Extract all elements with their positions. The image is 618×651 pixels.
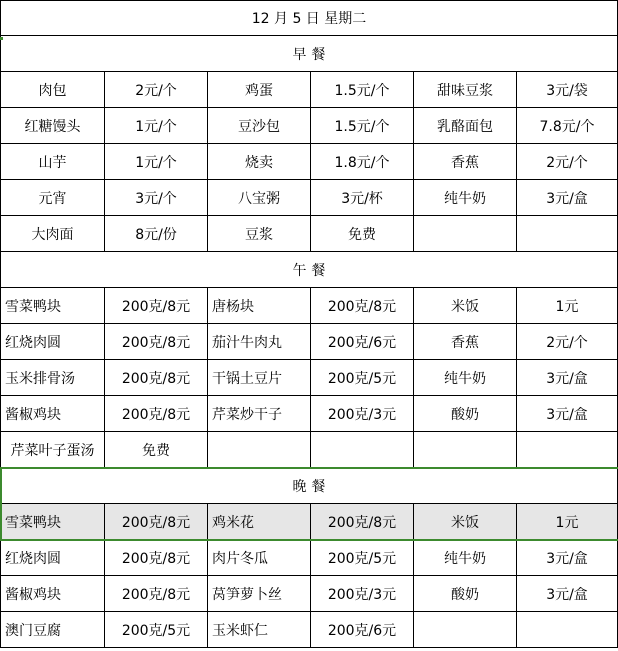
menu-row <box>0 504 618 540</box>
dish-price[interactable]: 3元/盒 <box>517 396 618 432</box>
menu-row <box>0 144 618 180</box>
dish-name[interactable]: 八宝粥 <box>208 180 311 216</box>
dish-name[interactable]: 米饭 <box>414 504 517 540</box>
dish-name[interactable]: 酱椒鸡块 <box>0 396 105 432</box>
dish-name[interactable]: 玉米虾仁 <box>208 612 311 648</box>
dish-price[interactable] <box>517 216 618 252</box>
menu-row <box>0 180 618 216</box>
dish-name[interactable]: 红烧肉圆 <box>0 540 105 576</box>
dish-price[interactable]: 200克/8元 <box>105 504 208 540</box>
dish-price[interactable]: 1.5元/个 <box>311 108 414 144</box>
dish-price[interactable]: 8元/份 <box>105 216 208 252</box>
dish-price[interactable] <box>311 432 414 468</box>
dish-name[interactable]: 纯牛奶 <box>414 540 517 576</box>
dish-price[interactable]: 3元/袋 <box>517 72 618 108</box>
selection-border-top <box>0 467 618 469</box>
menu-row <box>0 216 618 252</box>
dish-price[interactable] <box>517 432 618 468</box>
dish-name[interactable]: 干锅土豆片 <box>208 360 311 396</box>
dish-name[interactable]: 豆浆 <box>208 216 311 252</box>
section-header-2 <box>0 468 618 504</box>
dish-name[interactable]: 肉包 <box>0 72 105 108</box>
dish-price[interactable]: 1元/个 <box>105 144 208 180</box>
dish-price[interactable]: 免费 <box>105 432 208 468</box>
menu-row <box>0 360 618 396</box>
dish-name[interactable] <box>208 432 311 468</box>
dish-price[interactable]: 200克/8元 <box>105 360 208 396</box>
dish-name[interactable]: 鸡蛋 <box>208 72 311 108</box>
dish-name[interactable]: 雪菜鸭块 <box>0 288 105 324</box>
dish-price[interactable]: 1.8元/个 <box>311 144 414 180</box>
dish-name[interactable]: 酱椒鸡块 <box>0 576 105 612</box>
dish-price[interactable]: 200克/5元 <box>105 612 208 648</box>
dish-name[interactable]: 甜味豆浆 <box>414 72 517 108</box>
dish-name[interactable]: 乳酪面包 <box>414 108 517 144</box>
dish-name[interactable]: 米饭 <box>414 288 517 324</box>
date-header[interactable]: 12 月 5 日 星期二 <box>0 0 618 36</box>
dish-name[interactable]: 红烧肉圆 <box>0 324 105 360</box>
dish-price[interactable]: 200克/5元 <box>311 540 414 576</box>
dish-name[interactable]: 大肉面 <box>0 216 105 252</box>
dish-name[interactable]: 山芋 <box>0 144 105 180</box>
dish-name[interactable]: 澳门豆腐 <box>0 612 105 648</box>
section-title[interactable]: 早 餐 <box>0 36 618 72</box>
dish-name[interactable] <box>414 216 517 252</box>
menu-row <box>0 432 618 468</box>
section-header-1 <box>0 252 618 288</box>
section-title[interactable]: 晚 餐 <box>0 468 618 504</box>
dish-price[interactable]: 2元/个 <box>517 324 618 360</box>
dish-name[interactable]: 酸奶 <box>414 396 517 432</box>
dish-name[interactable]: 玉米排骨汤 <box>0 360 105 396</box>
dish-name[interactable]: 香蕉 <box>414 324 517 360</box>
menu-row <box>0 72 618 108</box>
dish-price[interactable]: 200克/6元 <box>311 612 414 648</box>
dish-price[interactable]: 200克/8元 <box>105 396 208 432</box>
dish-name[interactable] <box>414 432 517 468</box>
dish-name[interactable]: 纯牛奶 <box>414 180 517 216</box>
dish-price[interactable]: 200克/5元 <box>311 360 414 396</box>
dish-price[interactable]: 1元 <box>517 288 618 324</box>
menu-row <box>0 288 618 324</box>
dish-price[interactable]: 免费 <box>311 216 414 252</box>
dish-price[interactable]: 200克/8元 <box>105 288 208 324</box>
dish-price[interactable]: 3元/杯 <box>311 180 414 216</box>
dish-name[interactable]: 莴笋萝卜丝 <box>208 576 311 612</box>
dish-price[interactable]: 1元/个 <box>105 108 208 144</box>
dish-name[interactable]: 肉片冬瓜 <box>208 540 311 576</box>
menu-row <box>0 108 618 144</box>
dish-price[interactable]: 200克/8元 <box>311 504 414 540</box>
dish-price[interactable]: 200克/8元 <box>105 576 208 612</box>
dish-name[interactable]: 芹菜叶子蛋汤 <box>0 432 105 468</box>
dish-price[interactable] <box>517 612 618 648</box>
dish-name[interactable]: 元宵 <box>0 180 105 216</box>
dish-price[interactable]: 1.5元/个 <box>311 72 414 108</box>
dish-price[interactable]: 200克/3元 <box>311 396 414 432</box>
date-header-row <box>0 0 618 36</box>
selection-border-left <box>0 467 2 541</box>
dish-price[interactable]: 3元/盒 <box>517 180 618 216</box>
dish-name[interactable]: 香蕉 <box>414 144 517 180</box>
dish-name[interactable]: 红糖馒头 <box>0 108 105 144</box>
dish-name[interactable]: 雪菜鸭块 <box>0 504 105 540</box>
dish-name[interactable]: 纯牛奶 <box>414 360 517 396</box>
menu-row <box>0 540 618 576</box>
menu-row <box>0 576 618 612</box>
dish-name[interactable]: 茄汁牛肉丸 <box>208 324 311 360</box>
dish-name[interactable]: 芹菜炒干子 <box>208 396 311 432</box>
dish-name[interactable]: 酸奶 <box>414 576 517 612</box>
dish-price[interactable]: 3元/盒 <box>517 540 618 576</box>
dish-name[interactable]: 鸡米花 <box>208 504 311 540</box>
dish-name[interactable]: 豆沙包 <box>208 108 311 144</box>
menu-row <box>0 612 618 648</box>
dish-name[interactable]: 唐杨块 <box>208 288 311 324</box>
dish-price[interactable]: 200克/8元 <box>311 288 414 324</box>
section-header-0 <box>0 36 618 72</box>
dish-price[interactable]: 3元/个 <box>105 180 208 216</box>
dish-price[interactable]: 1元 <box>517 504 618 540</box>
dish-price[interactable]: 3元/盒 <box>517 360 618 396</box>
dish-name[interactable]: 烧卖 <box>208 144 311 180</box>
dish-price[interactable]: 200克/8元 <box>105 540 208 576</box>
cursor-marker <box>0 37 3 40</box>
section-title[interactable]: 午 餐 <box>0 252 618 288</box>
dish-price[interactable]: 2元/个 <box>105 72 208 108</box>
menu-row <box>0 324 618 360</box>
dish-price[interactable]: 200克/6元 <box>311 324 414 360</box>
menu-row <box>0 396 618 432</box>
dish-price[interactable]: 3元/盒 <box>517 576 618 612</box>
dish-price[interactable]: 200克/3元 <box>311 576 414 612</box>
selection-border-bottom <box>0 539 618 541</box>
dish-price[interactable]: 2元/个 <box>517 144 618 180</box>
dish-price[interactable]: 7.8元/个 <box>517 108 618 144</box>
dish-name[interactable] <box>414 612 517 648</box>
dish-price[interactable]: 200克/8元 <box>105 324 208 360</box>
